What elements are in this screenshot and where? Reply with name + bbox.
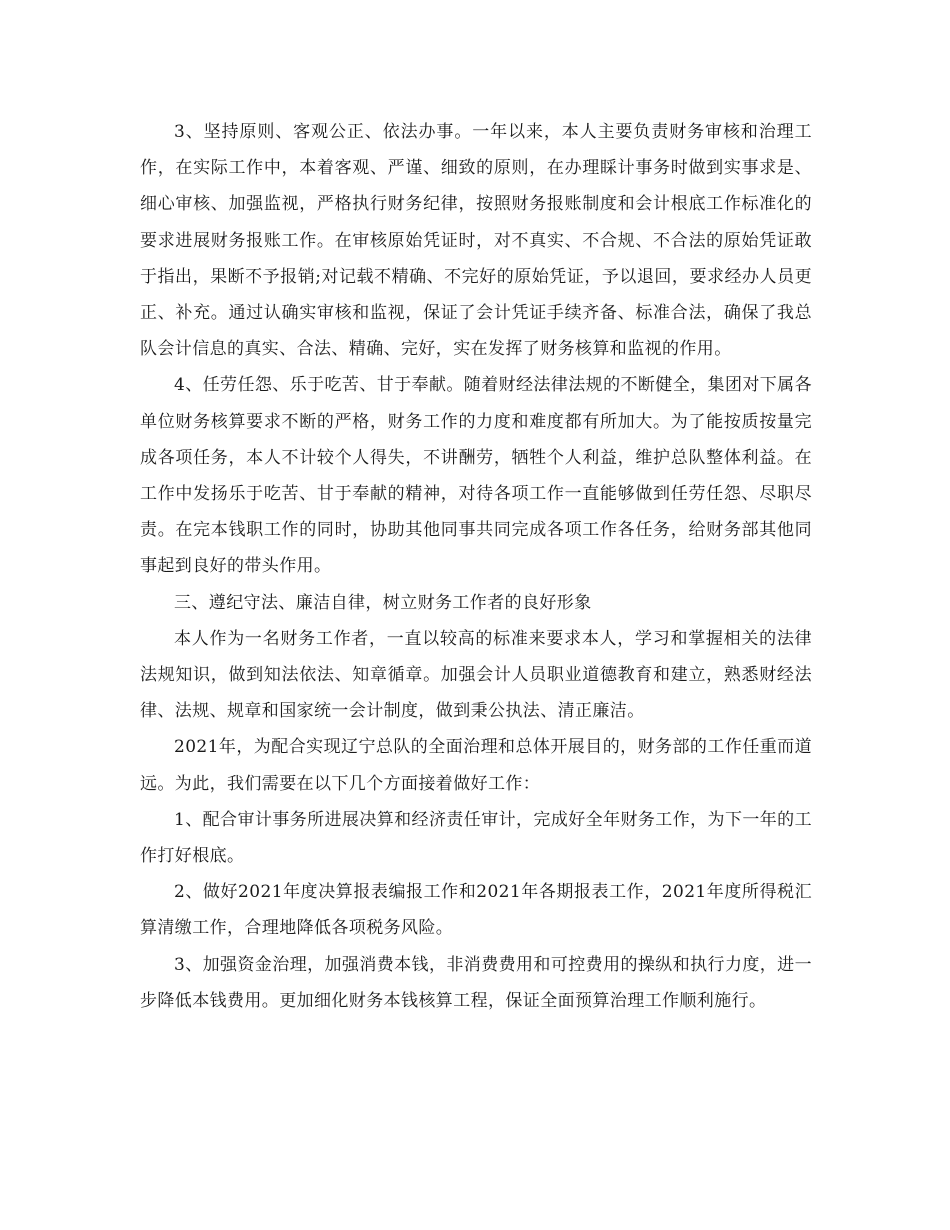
list-item-reports: 2、做好2021年度决算报表编报工作和2021年各期报表工作，2021年度所得税汇算清缴工作，合理地降低各项税务风险。 xyxy=(140,882,812,939)
section-heading-discipline: 三、遵纪守法、廉洁自律，树立财务工作者的良好形象 xyxy=(174,592,592,613)
paragraph-2021-plan: 2021年，为配合实现辽宁总队的全面治理和总体开展目的，财务部的工作任重而道远。为此，我们需要在以下几个方面接着做好工作： xyxy=(140,737,812,794)
list-item-funds: 3、加强资金治理，加强消费本钱，非消费费用和可控费用的操纵和执行力度，进一步降低本钱费用。更加细化财务本钱核算工程，保证全面预算治理工作顺利施行。 xyxy=(140,954,812,1011)
paragraph-principles: 3、坚持原则、客观公正、依法办事。一年以来，本人主要负责财务审核和治理工作，在实际工作中，本着客观、严谨、细致的原则，在办理睬计事务时做到实事求是、细心审核、加强监视，严格执行财务纪律，按照财务报账制度和会计根底工作标准化的要求进展财务报账工作。在审核原始凭证时，对不真实、不合规、不合法的原始凭证敢于指出，果断不予报销;对记载不精确、不完好的原始凭证，予以退回，要求经办人员更正、补充。通过认确实审核和监视，保证了会计凭证手续齐备、标准合法，确保了我总队会计信息的真实、合法、精确、完好，实在发挥了财务核算和监视的作用。 xyxy=(140,122,812,360)
paragraph-dedication: 4、任劳任怨、乐于吃苦、甘于奉献。随着财经法律法规的不断健全，集团对下属各单位财务核算要求不断的严格，财务工作的力度和难度都有所加大。为了能按质按量完成各项任务，本人不计较个人得失，不讲酬劳，牺牲个人利益，维护总队整体利益。在工作中发扬乐于吃苦、甘于奉献的精神，对待各项工作一直能够做到任劳任怨、尽职尽责。在完本钱职工作的同时，协助其他同事共同完成各项工作各任务，给财务部其他同事起到良好的带头作用。 xyxy=(140,375,812,577)
paragraph-discipline: 本人作为一名财务工作者，一直以较高的标准来要求本人，学习和掌握相关的法律法规知识，做到知法依法、知章循章。加强会计人员职业道德教育和建立，熟悉财经法律、法规、规章和国家统一会计制度，做到秉公执法、清正廉洁。 xyxy=(140,628,812,722)
list-item-audit: 1、配合审计事务所进展决算和经济责任审计，完成好全年财务工作，为下一年的工作打好根底。 xyxy=(140,809,812,867)
document-body xyxy=(140,114,812,1019)
